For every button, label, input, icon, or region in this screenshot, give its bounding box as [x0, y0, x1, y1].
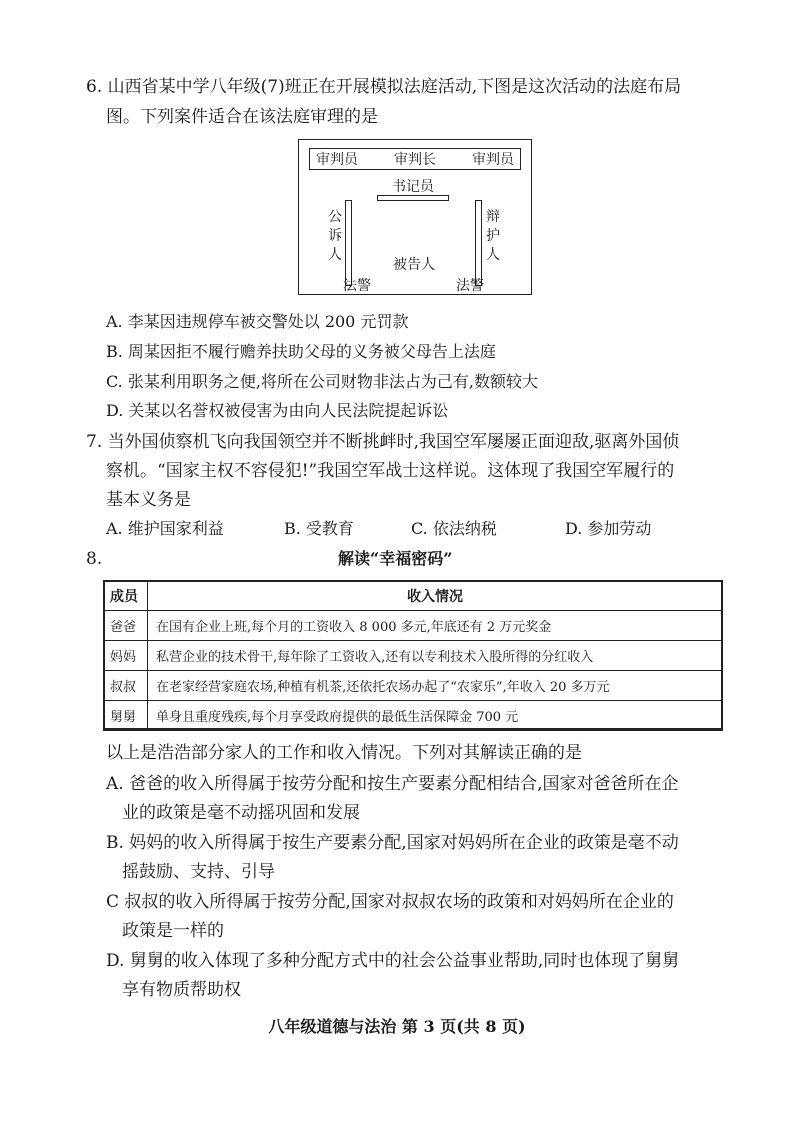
row-member: 爸爸 [104, 611, 148, 641]
q6-line1: 6. 山西省某中学八年级(7)班正在开展模拟法庭活动,下图是这次活动的法庭布局 [86, 77, 682, 97]
row-income: 私营企业的技术骨干,每年除了工资收入,还有以专利技术入股所得的分红收入 [148, 641, 723, 671]
q6-line2: 图。下列案件适合在该法庭审理的是 [106, 107, 378, 127]
judge-chief-label: 审判长 [394, 152, 436, 168]
judge-bench [309, 148, 521, 170]
row-member: 妈妈 [104, 641, 148, 671]
prosecutor-label: 公诉人 [328, 209, 342, 263]
police-left-label: 法警 [343, 278, 371, 294]
q8-title: 解读“幸福密码” [338, 549, 453, 568]
police-right-label: 法警 [456, 278, 484, 294]
page-footer: 八年级道德与法治 第 3 页(共 8 页) [268, 1017, 526, 1036]
q6-option-a: A. 李某因违规停车被交警处以 200 元罚款 [106, 312, 409, 331]
row-income: 在老家经营家庭农场,种植有机茶,还依托农场办起了“农家乐”,年收入 20 多万元 [148, 671, 723, 701]
row-member: 叔叔 [104, 671, 148, 701]
q7-line3: 基本义务是 [106, 490, 191, 510]
q8-option-b-line2: 摇鼓励、支持、引导 [122, 862, 275, 882]
q8-option-c-line1: C 叔叔的收入所得属于按劳分配,国家对叔叔农场的政策和对妈妈所在企业的 [106, 892, 674, 912]
clerk-desk [377, 195, 449, 201]
q6-option-d: D. 关某以名誉权被侵害为由向人民法院提起诉讼 [106, 401, 449, 420]
q8-option-b-line1: B. 妈妈的收入所得属于按生产要素分配,国家对妈妈所在企业的政策是毫不动 [106, 833, 679, 853]
q8-option-a-line1: A. 爸爸的收入所得属于按劳分配和按生产要素分配相结合,国家对爸爸所在企 [106, 774, 679, 794]
table-row [104, 641, 723, 671]
prosecutor-desk [345, 200, 352, 286]
judge-left-label: 审判员 [316, 152, 358, 168]
q7-option-a: A. 维护国家利益 [106, 519, 224, 538]
table-row [104, 701, 723, 731]
header-member: 成员 [104, 581, 148, 611]
q7-line2: 察机。“国家主权不容侵犯!”我国空军战士这样说。这体现了我国空军履行的 [106, 461, 675, 481]
q8-option-a-line2: 业的政策是毫不动摇巩固和发展 [122, 803, 360, 823]
judge-right-label: 审判员 [472, 152, 514, 168]
courtroom-diagram [298, 139, 532, 295]
table-row [104, 611, 723, 641]
q7-option-d: D. 参加劳动 [565, 519, 652, 538]
q8-option-d-line1: D. 舅舅的收入体现了多种分配方式中的社会公益事业帮助,同时也体现了舅舅 [106, 951, 680, 971]
defender-desk [475, 200, 482, 286]
table-header-row [104, 581, 723, 611]
clerk-label: 书记员 [392, 179, 434, 195]
row-income: 单身且重度残疾,每个月享受政府提供的最低生活保障金 700 元 [148, 701, 723, 731]
defendant-label: 被告人 [393, 257, 435, 273]
q8-number: 8. [86, 549, 103, 569]
q8-option-d-line2: 享有物质帮助权 [122, 980, 241, 1000]
table-row [104, 671, 723, 701]
q8-option-c-line2: 政策是一样的 [122, 921, 224, 941]
q6-option-b: B. 周某因拒不履行赡养扶助父母的义务被父母告上法庭 [106, 342, 496, 361]
q7-line1: 7. 当外国侦察机飞向我国领空并不断挑衅时,我国空军屡屡正面迎敌,驱离外国侦 [86, 432, 680, 452]
q6-option-c: C. 张某利用职务之便,将所在公司财物非法占为己有,数额较大 [106, 372, 539, 391]
q8-stem: 以上是浩浩部分家人的工作和收入情况。下列对其解读正确的是 [106, 743, 582, 763]
row-member: 舅舅 [104, 701, 148, 731]
defender-label: 辩护人 [486, 209, 500, 263]
header-income: 收入情况 [148, 581, 723, 611]
income-table [103, 580, 723, 731]
q7-option-b: B. 受教育 [284, 519, 354, 538]
row-income: 在国有企业上班,每个月的工资收入 8 000 多元,年底还有 2 万元奖金 [148, 611, 723, 641]
q7-option-c: C. 依法纳税 [411, 519, 497, 538]
